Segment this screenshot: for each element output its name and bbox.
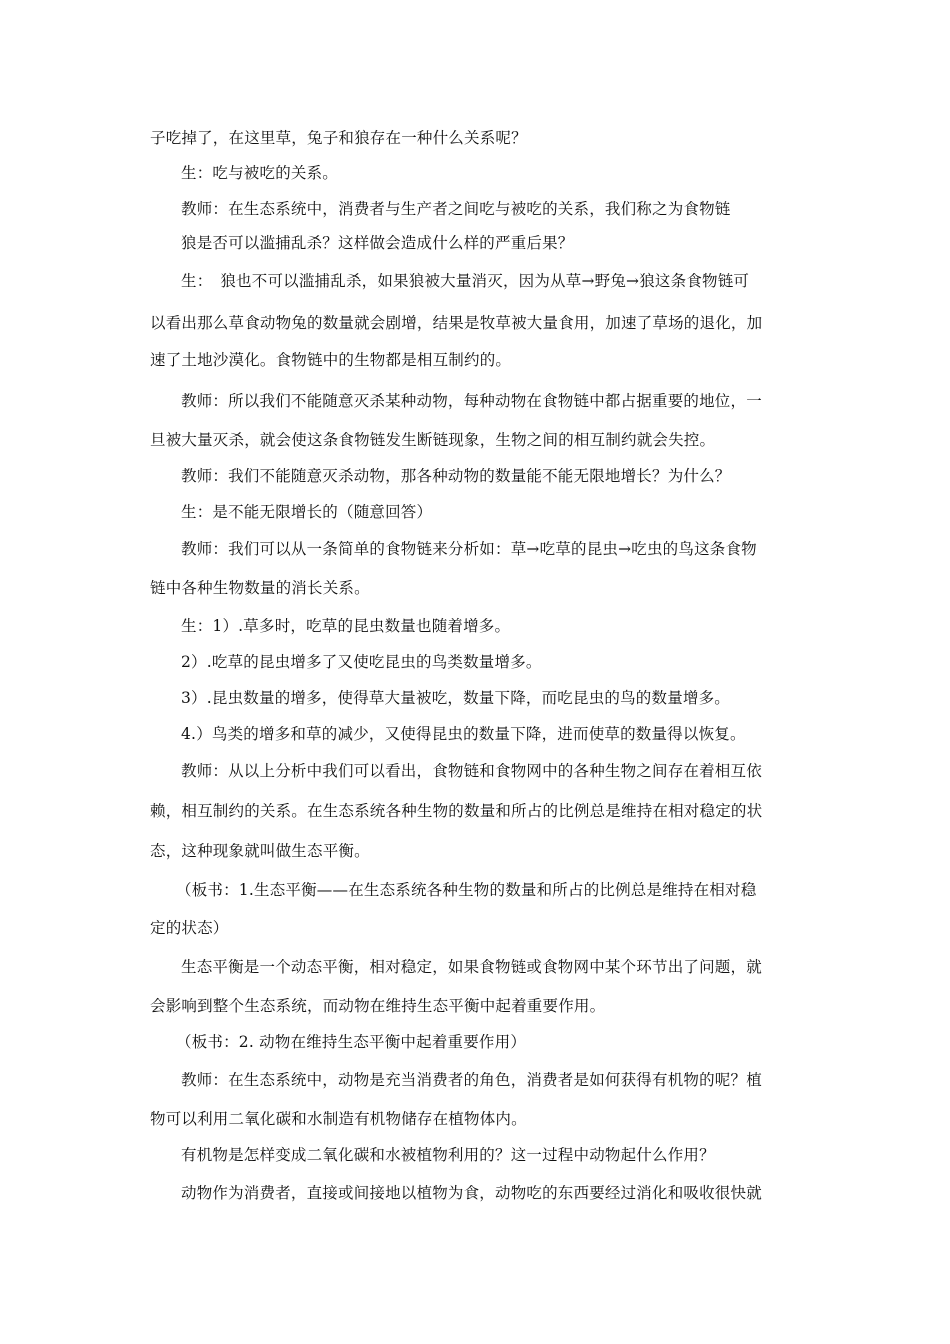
- text-line: 生：1）.草多时，吃草的昆虫数量也随着增多。: [181, 617, 511, 635]
- text-line: 生： 狼也不可以滥捕乱杀，如果狼被大量消灭，因为从草→野兔→狼这条食物链可: [181, 272, 750, 290]
- text-line: 教师：我们不能随意灭杀动物，那各种动物的数量能不能无限地增长？为什么？: [181, 467, 731, 485]
- text-line: 教师：在生态系统中，消费者与生产者之间吃与被吃的关系，我们称之为食物链: [181, 200, 731, 218]
- text-line: 生：吃与被吃的关系。: [181, 164, 339, 182]
- text-line: 狼是否可以滥捕乱杀？这样做会造成什么样的严重后果？: [181, 234, 574, 252]
- text-line: 教师：我们可以从一条简单的食物链来分析如：草→吃草的昆虫→吃虫的鸟这条食物: [181, 540, 757, 558]
- text-line: 有机物是怎样变成二氧化碳和水被植物利用的？这一过程中动物起什么作用？: [181, 1146, 715, 1164]
- text-line: 3）.昆虫数量的增多，使得草大量被吃，数量下降，而吃昆虫的鸟的数量增多。: [181, 689, 730, 707]
- text-line: 赖，相互制约的关系。在生态系统各种生物的数量和所占的比例总是维持在相对稳定的状: [150, 802, 763, 820]
- text-line: 定的状态）: [150, 919, 229, 937]
- text-line: 动物作为消费者，直接或间接地以植物为食，动物吃的东西要经过消化和吸收很快就: [181, 1184, 762, 1202]
- text-line: 以看出那么草食动物兔的数量就会剧增，结果是牧草被大量食用，加速了草场的退化，加: [150, 314, 763, 332]
- text-line: 会影响到整个生态系统，而动物在维持生态平衡中起着重要作用。: [150, 997, 606, 1015]
- text-line: 生：是不能无限增长的（随意回答）: [181, 503, 433, 521]
- text-line: 教师：从以上分析中我们可以看出，食物链和食物网中的各种生物之间存在着相互依: [181, 762, 762, 780]
- text-line: 教师：所以我们不能随意灭杀某种动物，每种动物在食物链中都占据重要的地位，一: [181, 392, 762, 410]
- text-line: 链中各种生物数量的消长关系。: [150, 579, 370, 597]
- text-line: （板书：1.生态平衡——在生态系统各种生物的数量和所占的比例总是维持在相对稳: [176, 881, 757, 899]
- text-line: 4.）鸟类的增多和草的减少，又使得昆虫的数量下降，进而使草的数量得以恢复。: [181, 725, 746, 743]
- text-line: （板书：2. 动物在维持生态平衡中起着重要作用）: [176, 1033, 527, 1051]
- text-line: 教师：在生态系统中，动物是充当消费者的角色，消费者是如何获得有机物的呢？植: [181, 1071, 762, 1089]
- text-line: 速了土地沙漠化。食物链中的生物都是相互制约的。: [150, 351, 512, 369]
- text-line: 旦被大量灭杀，就会使这条食物链发生断链现象，生物之间的相互制约就会失控。: [150, 431, 716, 449]
- text-line: 子吃掉了，在这里草，兔子和狼存在一种什么关系呢？: [150, 129, 527, 147]
- text-line: 2）.吃草的昆虫增多了又使吃昆虫的鸟类数量增多。: [181, 653, 542, 671]
- text-line: 生态平衡是一个动态平衡，相对稳定，如果食物链或食物网中某个环节出了问题，就: [181, 958, 762, 976]
- text-line: 态，这种现象就叫做生态平衡。: [150, 842, 370, 860]
- text-line: 物可以利用二氧化碳和水制造有机物储存在植物体内。: [150, 1110, 527, 1128]
